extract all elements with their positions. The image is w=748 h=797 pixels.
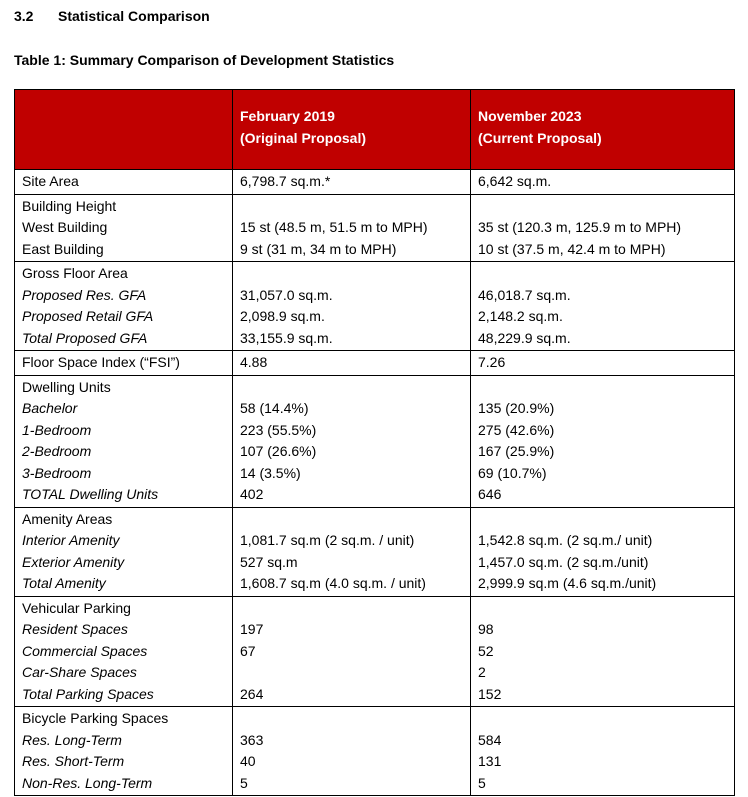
table-row (15, 375, 735, 507)
cell-line: 46,018.7 sq.m. (478, 286, 571, 303)
cell-line: 275 (42.6%) (478, 421, 555, 438)
current-value-cell (471, 170, 735, 195)
original-value-cell (233, 507, 471, 596)
cell-line: West Building (22, 219, 108, 235)
cell-line (240, 708, 463, 730)
cell-line: 5 (478, 774, 486, 791)
original-value-cell (233, 351, 471, 376)
table-row (15, 507, 735, 596)
header-cell-original-proposal (233, 90, 471, 170)
table-row (15, 707, 735, 796)
header-line: February 2019 (240, 108, 335, 124)
cell-line (240, 377, 463, 399)
cell-line (478, 708, 727, 730)
cell-line: 131 (478, 753, 502, 769)
cell-line: 9 st (31 m, 34 m to MPH) (240, 240, 397, 257)
cell-line: Exterior Amenity (22, 553, 125, 570)
table-header (15, 90, 735, 170)
row-label-cell (15, 262, 233, 351)
cell-line: 67 (240, 642, 256, 659)
current-value-cell (471, 507, 735, 596)
row-label-cell (15, 507, 233, 596)
cell-line: Vehicular Parking (22, 599, 131, 616)
current-value-cell (471, 262, 735, 351)
cell-line (478, 196, 727, 218)
cell-line: 7.26 (478, 354, 506, 370)
row-label-cell (15, 194, 233, 262)
section-heading (14, 8, 734, 24)
cell-line: 6,642 sq.m. (478, 173, 552, 189)
cell-line (240, 598, 463, 620)
cell-line: 152 (478, 685, 502, 702)
cell-line (240, 263, 463, 285)
cell-line: 98 (478, 621, 494, 637)
cell-line: 3-Bedroom (22, 464, 92, 481)
cell-line: 52 (478, 642, 494, 659)
cell-line (478, 263, 727, 285)
current-value-cell (471, 596, 735, 707)
cell-line: Floor Space Index (“FSI”) (22, 354, 180, 370)
cell-line: Bachelor (22, 400, 78, 416)
cell-line: Car-Share Spaces (22, 664, 137, 680)
cell-line: Dwelling Units (22, 378, 111, 395)
cell-line: 15 st (48.5 m, 51.5 m to MPH) (240, 219, 428, 235)
table-row (15, 262, 735, 351)
cell-line (240, 509, 463, 531)
cell-line: Non-Res. Long-Term (22, 774, 153, 791)
cell-line: Commercial Spaces (22, 642, 148, 659)
header-line: (Original Proposal) (240, 129, 367, 146)
cell-line: 223 (55.5%) (240, 421, 317, 438)
cell-line: 31,057.0 sq.m. (240, 286, 333, 303)
cell-line: Amenity Areas (22, 510, 113, 527)
cell-line: Res. Long-Term (22, 731, 122, 748)
cell-line: 58 (14.4%) (240, 400, 309, 416)
current-value-cell (471, 194, 735, 262)
cell-line: 1-Bedroom (22, 421, 92, 438)
cell-line: Total Parking Spaces (22, 685, 154, 702)
cell-line (240, 196, 463, 218)
cell-line: 5 (240, 774, 248, 791)
cell-line: 527 sq.m (240, 553, 298, 570)
cell-line: Res. Short-Term (22, 753, 125, 769)
table-row (15, 170, 735, 195)
table-row (15, 351, 735, 376)
cell-line: Building Height (22, 197, 117, 214)
row-label-cell (15, 596, 233, 707)
table-row (15, 596, 735, 707)
section-heading-text: Statistical Comparison (58, 8, 210, 24)
row-label-cell (15, 375, 233, 507)
cell-line: Proposed Retail GFA (22, 308, 154, 324)
cell-line: 1,081.7 sq.m (2 sq.m. / unit) (240, 532, 415, 548)
cell-line: 48,229.9 sq.m. (478, 329, 571, 346)
cell-line: 1,542.8 sq.m. (2 sq.m./ unit) (478, 532, 653, 548)
cell-line: TOTAL Dwelling Units (22, 486, 159, 502)
table-row (15, 194, 735, 262)
original-value-cell (233, 707, 471, 796)
row-label-cell (15, 351, 233, 376)
cell-line: 363 (240, 731, 264, 748)
cell-line: 2,148.2 sq.m. (478, 308, 563, 324)
cell-line (240, 662, 463, 684)
comparison-table (14, 89, 735, 796)
cell-line: 40 (240, 753, 256, 769)
cell-line: Interior Amenity (22, 532, 120, 548)
cell-line: Total Proposed GFA (22, 329, 148, 346)
current-value-cell (471, 707, 735, 796)
original-value-cell (233, 194, 471, 262)
table-caption: Table 1: Summary Comparison of Development Statistics (14, 52, 395, 68)
cell-line: 14 (3.5%) (240, 464, 301, 481)
header-cell-blank (15, 90, 233, 170)
cell-line: 69 (10.7%) (478, 464, 547, 481)
current-value-cell (471, 375, 735, 507)
cell-line: 107 (26.6%) (240, 443, 317, 459)
cell-line (478, 598, 727, 620)
cell-line: 1,457.0 sq.m. (2 sq.m./unit) (478, 553, 649, 570)
header-cell-current-proposal (471, 90, 735, 170)
cell-line (478, 509, 727, 531)
row-label-cell (15, 170, 233, 195)
cell-line: Total Amenity (22, 575, 106, 591)
cell-line: Gross Floor Area (22, 265, 128, 281)
cell-line: 33,155.9 sq.m. (240, 329, 333, 346)
original-value-cell (233, 596, 471, 707)
cell-line: 35 st (120.3 m, 125.9 m to MPH) (478, 219, 682, 235)
header-line: November 2023 (478, 108, 582, 124)
header-line: (Current Proposal) (478, 129, 602, 146)
cell-line: 167 (25.9%) (478, 443, 555, 459)
header-row (15, 90, 735, 170)
cell-line: 402 (240, 486, 264, 502)
cell-line: Bicycle Parking Spaces (22, 710, 169, 726)
cell-line: 2,999.9 sq.m (4.6 sq.m./unit) (478, 575, 657, 591)
current-value-cell (471, 351, 735, 376)
cell-line: 135 (20.9%) (478, 400, 555, 416)
cell-line: 584 (478, 731, 502, 748)
cell-line: 2,098.9 sq.m. (240, 308, 325, 324)
row-label-cell (15, 707, 233, 796)
cell-line: 1,608.7 sq.m (4.0 sq.m. / unit) (240, 575, 426, 591)
cell-line: 197 (240, 621, 264, 637)
cell-line: 646 (478, 486, 502, 502)
cell-line: East Building (22, 240, 104, 257)
cell-line: 10 st (37.5 m, 42.4 m to MPH) (478, 240, 666, 257)
cell-line: 2-Bedroom (22, 443, 92, 459)
cell-line: 264 (240, 685, 264, 702)
table-body (15, 170, 735, 796)
original-value-cell (233, 170, 471, 195)
cell-line (478, 377, 727, 399)
cell-line: Resident Spaces (22, 621, 128, 637)
cell-line: 4.88 (240, 354, 268, 370)
cell-line: Proposed Res. GFA (22, 286, 147, 303)
section-number: 3.2 (14, 8, 34, 24)
cell-line: 6,798.7 sq.m.* (240, 173, 331, 189)
original-value-cell (233, 262, 471, 351)
cell-line: 2 (478, 664, 486, 680)
original-value-cell (233, 375, 471, 507)
cell-line: Site Area (22, 173, 79, 189)
